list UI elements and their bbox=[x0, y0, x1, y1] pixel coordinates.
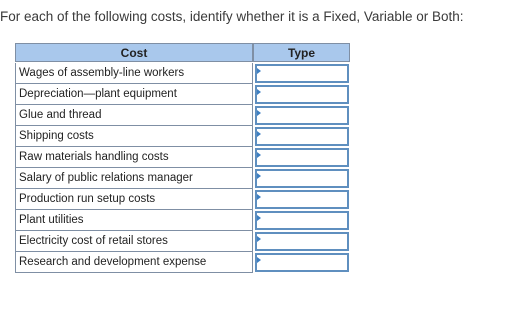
dropdown-marker-icon bbox=[257, 110, 261, 116]
cost-label: Depreciation—plant equipment bbox=[15, 84, 253, 105]
dropdown-marker-icon bbox=[257, 236, 261, 242]
table-header-row bbox=[15, 43, 350, 63]
instruction-text: For each of the following costs, identify whether it is a Fixed, Variable or Both: bbox=[0, 9, 464, 24]
table-row bbox=[15, 168, 350, 189]
table-row bbox=[15, 231, 350, 252]
dropdown-marker-icon bbox=[257, 89, 261, 95]
cost-label: Plant utilities bbox=[15, 210, 253, 231]
table-row bbox=[15, 63, 350, 84]
table-row bbox=[15, 105, 350, 126]
cost-label: Electricity cost of retail stores bbox=[15, 231, 253, 252]
type-dropdown[interactable] bbox=[255, 232, 349, 251]
type-dropdown[interactable] bbox=[255, 190, 349, 209]
column-header-type: Type bbox=[253, 43, 350, 62]
table-row bbox=[15, 210, 350, 231]
type-dropdown[interactable] bbox=[255, 85, 349, 104]
dropdown-marker-icon bbox=[257, 173, 261, 179]
table-row bbox=[15, 147, 350, 168]
type-dropdown[interactable] bbox=[255, 64, 349, 83]
cost-label: Research and development expense bbox=[15, 252, 253, 273]
table-row bbox=[15, 126, 350, 147]
cost-label: Raw materials handling costs bbox=[15, 147, 253, 168]
dropdown-marker-icon bbox=[257, 194, 261, 200]
cost-label: Production run setup costs bbox=[15, 189, 253, 210]
type-dropdown[interactable] bbox=[255, 106, 349, 125]
cost-label: Salary of public relations manager bbox=[15, 168, 253, 189]
dropdown-marker-icon bbox=[257, 152, 261, 158]
table-row bbox=[15, 189, 350, 210]
column-header-cost: Cost bbox=[15, 43, 253, 62]
dropdown-marker-icon bbox=[257, 257, 261, 263]
dropdown-marker-icon bbox=[257, 68, 261, 74]
type-dropdown[interactable] bbox=[255, 169, 349, 188]
type-dropdown[interactable] bbox=[255, 148, 349, 167]
dropdown-marker-icon bbox=[257, 215, 261, 221]
table-row bbox=[15, 252, 350, 273]
type-dropdown[interactable] bbox=[255, 253, 349, 272]
type-dropdown[interactable] bbox=[255, 211, 349, 230]
cost-classification-table bbox=[15, 43, 350, 273]
table-row bbox=[15, 84, 350, 105]
type-dropdown[interactable] bbox=[255, 127, 349, 146]
cost-label: Wages of assembly-line workers bbox=[15, 63, 253, 84]
cost-label: Glue and thread bbox=[15, 105, 253, 126]
dropdown-marker-icon bbox=[257, 131, 261, 137]
cost-label: Shipping costs bbox=[15, 126, 253, 147]
